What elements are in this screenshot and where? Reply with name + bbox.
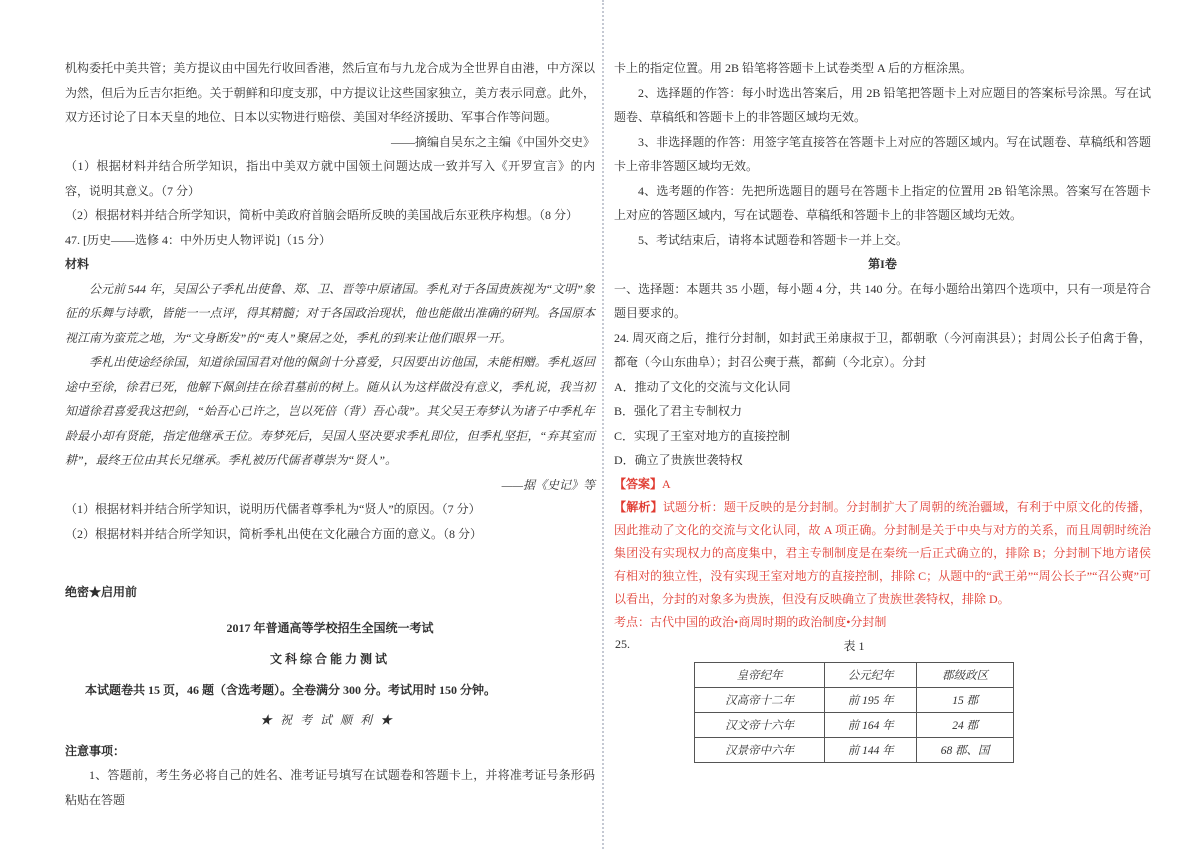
answer-label: 【答案】 [614,476,663,491]
table-cell: 前 164 年 [825,712,917,737]
table-cell: 前 195 年 [825,687,917,712]
right-column [614,56,1151,763]
table-cell: 汉高帝十二年 [695,687,825,712]
commandery-table [694,662,1014,763]
question-24-option-b: B．强化了君主专制权力 [614,404,743,418]
q46-subquestion-1: （1）根据材料并结合所学知识，指出中美双方就中国领土问题达成一致并写入《开罗宣言》的内容，说明其意义。（7 分） [65,159,595,198]
notice-item-2: 2、选择题的作答：每小时选出答案后，用 2B 铅笔把答题卡上对应题目的答案标号涂黑。写在试题卷、草稿纸和答题卡上的非答题区域均无效。 [614,85,1151,124]
multiple-choice-intro: 一、选择题：本题共 35 小题，每小题 4 分，共 140 分。在每小题给出第四个选项中，只有一项是符合题目要求的。 [614,281,1151,320]
question-24-option-d: D．确立了贵族世袭特权 [614,453,743,467]
exam-session-title: 2017 年普通高等学校招生全国统一考试 [226,620,434,635]
table-header-ce-year: 公元纪年 [825,662,917,687]
q46-subquestion-2: （2）根据材料并结合所学知识，简析中美政府首脑会晤所反映的美国战后东亚秩序构想。（8 分） [65,208,579,222]
question-25-number: 25. [615,636,630,651]
notice-item-4: 4、选考题的作答：先把所选题目的题号在答题卡上指定的位置用 2B 铅笔涂黑。答案写在答题卡上对应的答题区域内，写在试题卷、草稿纸和答题卡上的非答题区域均无效。 [614,183,1151,222]
analysis-text: 试题分析：题干反映的是分封制。分封制扩大了周朝的统治疆域，有利于中原文化的传播，因此推动了文化的交流与文化认同，故 A 项正确。分封制是关于中央与对方的关系，而且周朝时统治集团没有实现权力的高度集中，君主专制制度是在秦统一后正式确立的，排除 B；分封制下地方诸侯有相对的独立性，没有实现王室对地方的直接控制，排除 C；从题中的“武王弟”“周公长子”“召公奭”可以看出，分封的对象多为贵族，但没有反映确立了贵族世袭特权，排除 D。 [614,499,1151,606]
table-row [695,737,1014,762]
secrecy-notice: 绝密★启用前 [65,585,138,599]
notice-item-5: 5、考试结束后，请将本试题卷和答题卡一并上交。 [638,232,909,247]
q47-source-citation: ——据《史记》等 [501,477,595,492]
table-header-row [695,662,1014,687]
table-row [695,687,1014,712]
table-cell: 汉文帝十六年 [695,712,825,737]
table-caption-row [614,637,1151,662]
table-cell: 24 郡 [917,712,1014,737]
q46-source-citation: ——摘编自吴东之主编《中国外交史》 [390,134,595,149]
table-header-commandery: 郡级政区 [917,662,1014,687]
part-one-title: 第I卷 [868,257,897,271]
table-row [695,712,1014,737]
left-column [65,56,595,812]
question-24-option-c: C．实现了王室对地方的直接控制 [614,428,791,443]
q47-heading: 47. [历史——选修 4：中外历史人物评说]（15 分） [65,232,331,247]
material-paragraph-1: 公元前 544 年，吴国公子季札出使鲁、郑、卫、晋等中原诸国。季札对于各国贵族视为“文明”象征的乐舞与诗歌，皆能一一点评，得其精髓；对于各国政治现状，他也能做出准确的研判。各国原本视江南为蛮荒之地，为“文身断发”的“夷人”聚居之处，季札的到来让他们眼界一开。 [65,281,595,345]
analysis-paragraph [614,496,1151,611]
q46-material-continuation: 机构委托中美共管；美方提议由中国先行收回香港，然后宣布与九龙合成为全世界自由港，中方深以为然，但后为丘吉尔拒绝。关于朝鲜和印度支那，中方提议让这些国家独立，美方表示同意。此外，双方还讨论了日本天皇的地位、日本以实物进行赔偿、美国对华经济援助、军事合作等问题。 [65,61,595,124]
notice-item-1: 1、答题前，考生务必将自己的姓名、准考证号填写在试题卷和答题卡上，并将准考证号条形码粘贴在答题 [65,768,595,807]
question-24-option-a: A．推动了文化的交流与文化认同 [614,379,791,394]
notice-item-3: 3、非选择题的作答：用签字笔直接答在答题卡上对应的答题区域内。写在试题卷、草稿纸和答题卡上帝非答题区域均无效。 [614,134,1151,173]
material-paragraph-2: 季札出使途经徐国，知道徐国国君对他的佩剑十分喜爱，只因要出访他国，未能相赠。季札返回途中至徐，徐君已死，他解下佩剑挂在徐君墓前的树上。随从认为这样做没有意义，季札说，我当初知道徐君喜爱我这把剑，“始吾心已许之，岂以死倍（背）吾心哉”。其父吴王寿梦认为诸子中季札年龄最小却有贤能，指定他继承王位。寿梦死后，吴国人坚决要求季札即位，但季札坚拒，“弃其室而耕”，最终王位由其长兄继承。季札被历代儒者尊崇为“贤人”。 [65,355,595,467]
column-divider [602,0,604,849]
table-cell: 前 144 年 [825,737,917,762]
question-24-stem: 24. 周灭商之后，推行分封制，如封武王弟康叔于卫，都朝歌（今河南淇县）；封周公长子伯禽于鲁，都奄（今山东曲阜）；封召公奭于燕，都蓟（今北京）。分封 [614,330,1151,369]
exam-subject-title: 文科综合能力测试 [269,651,390,666]
table-cell: 汉景帝中六年 [695,737,825,762]
table-caption: 表 1 [843,638,865,653]
notice-item-1-continuation: 卡上的指定位置。用 2B 铅笔将答题卡上试卷类型 A 后的方框涂黑。 [614,61,973,75]
q47-subquestion-2: （2）根据材料并结合所学知识，简析季札出使在文化融合方面的意义。（8 分） [65,526,483,541]
table-header-emperor-year: 皇帝纪年 [695,662,825,687]
exam-point-line: 考点：古代中国的政治•商周时期的政治制度•分封制 [614,614,887,629]
table-cell: 15 郡 [917,687,1014,712]
exam-wish: ★祝考试顺利★ [259,712,400,727]
notice-section-label: 注意事项： [65,743,126,758]
table-cell: 68 郡、国 [917,737,1014,762]
analysis-label: 【解析】 [614,499,663,514]
exam-meta-info: 本试题卷共 15 页，46 题（含选考题）。全卷满分 300 分。考试用时 150 分钟。 [85,682,497,697]
q47-subquestion-1: （1）根据材料并结合所学知识，说明历代儒者尊季札为“贤人”的原因。（7 分） [65,502,481,516]
answer-value: A [662,476,671,491]
material-label: 材料 [65,257,90,271]
answer-line [614,473,1151,496]
